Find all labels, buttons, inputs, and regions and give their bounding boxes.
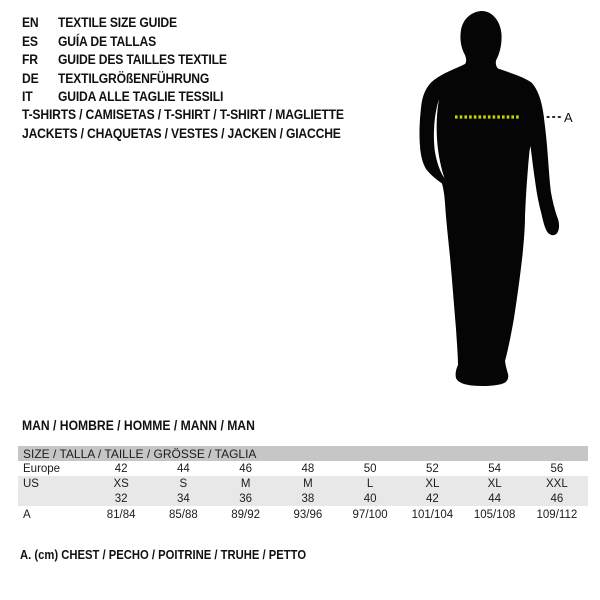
- language-label: TEXTILGRÖßENFÜHRUNG: [58, 70, 210, 86]
- table-cell: 38: [277, 491, 339, 506]
- table-cell: S: [152, 476, 214, 491]
- table-cell: XL: [401, 476, 463, 491]
- man-figure: [405, 5, 575, 395]
- measure-label-a: A: [564, 110, 573, 125]
- category-line-jackets: JACKETS / CHAQUETAS / VESTES / JACKEN / GIACCHE: [22, 125, 341, 141]
- table-cell: L: [339, 476, 401, 491]
- language-row: [22, 33, 227, 52]
- table-cell: 109/112: [536, 509, 578, 521]
- table-row-us-numeric: [18, 491, 588, 506]
- language-row: [22, 88, 227, 107]
- table-cell: 50: [363, 462, 377, 475]
- row-label: US: [18, 476, 90, 491]
- language-code: DE: [22, 70, 39, 86]
- table-cell: 101/104: [411, 509, 454, 521]
- table-cell: 36: [215, 491, 277, 506]
- row-label: A: [23, 509, 31, 521]
- man-silhouette-svg: [405, 5, 575, 395]
- language-row: [22, 70, 227, 89]
- table-cell: 42: [401, 491, 463, 506]
- table-cell: XS: [90, 476, 152, 491]
- language-label: GUIDA ALLE TAGLIE TESSILI: [58, 89, 224, 104]
- size-table-header-text: SIZE / TALLA / TAILLE / GRÖSSE / TAGLIA: [23, 446, 257, 461]
- table-row-chest-cm: [18, 506, 588, 524]
- row-label: [18, 491, 90, 506]
- language-row: [22, 51, 227, 70]
- table-cell: 32: [90, 491, 152, 506]
- size-table-header-cell: [18, 446, 588, 461]
- table-row-europe: [18, 461, 588, 476]
- table-cell: 85/88: [168, 509, 198, 521]
- table-cell: 46: [239, 462, 253, 475]
- table-cell: 93/96: [293, 509, 323, 521]
- table-cell: 44: [176, 462, 190, 475]
- size-table: [18, 446, 588, 524]
- table-cell: 52: [425, 462, 439, 475]
- category-line-tshirts: T-SHIRTS / CAMISETAS / T-SHIRT / T-SHIRT / MAGLIETTE: [22, 107, 344, 122]
- table-cell: 56: [550, 462, 564, 475]
- section-title-man: MAN / HOMBRE / HOMME / MANN / MAN: [22, 418, 255, 433]
- table-cell: 81/84: [106, 509, 136, 521]
- table-cell: 34: [152, 491, 214, 506]
- measurement-footnote: A. (cm) CHEST / PECHO / POITRINE / TRUHE / PETTO: [20, 548, 307, 562]
- language-label: TEXTILE SIZE GUIDE: [58, 15, 177, 30]
- table-cell: 89/92: [231, 509, 261, 521]
- size-table-header-row: [18, 446, 588, 461]
- language-list: [22, 14, 227, 107]
- table-cell: M: [277, 476, 339, 491]
- language-code: IT: [22, 89, 33, 104]
- man-silhouette: [419, 11, 559, 386]
- language-label: GUIDE DES TAILLES TEXTILE: [58, 52, 227, 67]
- language-code: EN: [22, 15, 39, 30]
- row-label: Europe: [23, 462, 61, 475]
- category-list: [22, 106, 344, 143]
- table-cell: XL: [464, 476, 526, 491]
- language-code: ES: [22, 33, 38, 49]
- table-cell: 105/108: [473, 509, 516, 521]
- table-cell: 48: [301, 462, 315, 475]
- table-row-us: [18, 476, 588, 491]
- language-code: FR: [22, 52, 38, 67]
- table-cell: XXL: [526, 476, 588, 491]
- table-cell: 40: [339, 491, 401, 506]
- language-label: GUÍA DE TALLAS: [58, 33, 157, 49]
- table-cell: 97/100: [352, 509, 388, 521]
- table-cell: 46: [526, 491, 588, 506]
- table-cell: 54: [488, 462, 502, 475]
- table-cell: 42: [114, 462, 128, 475]
- language-row: [22, 14, 227, 33]
- table-cell: 44: [464, 491, 526, 506]
- table-cell: M: [215, 476, 277, 491]
